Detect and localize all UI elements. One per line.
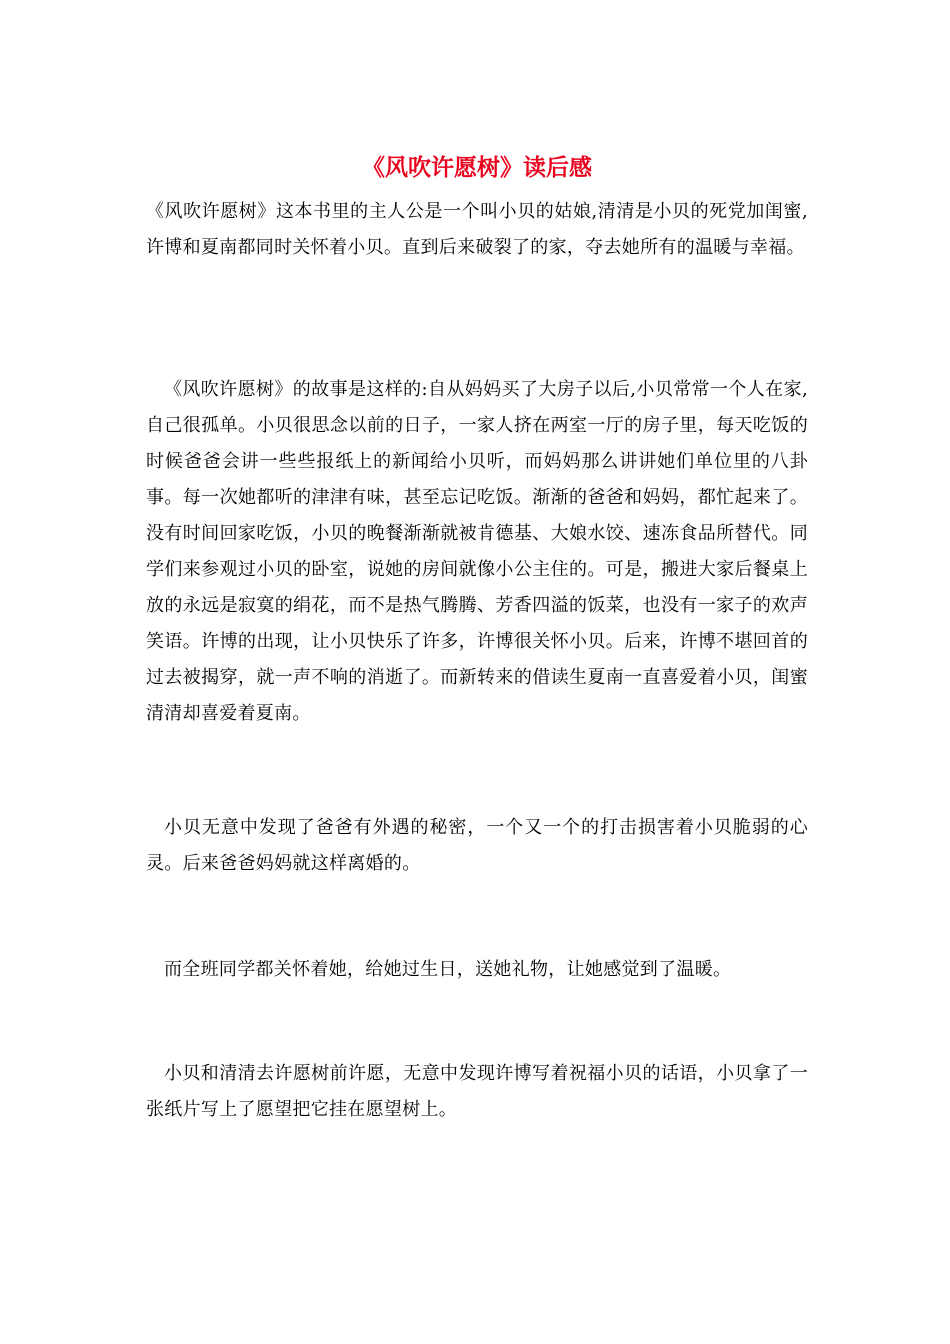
paragraph-wish-tree: 小贝和清清去许愿树前许愿，无意中发现许博写着祝福小贝的话语，小贝拿了一张纸片写上了愿望把它挂在愿望树上。 <box>146 1063 808 1120</box>
paragraph-secret: 小贝无意中发现了爸爸有外遇的秘密，一个又一个的打击损害着小贝脆弱的心灵。后来爸爸妈妈就这样离婚的。 <box>146 817 808 874</box>
paragraph-story: 《风吹许愿树》的故事是这样的:自从妈妈买了大房子以后,小贝常常一个人在家,自己很孤单。小贝很思念以前的日子，一家人挤在两室一厅的房子里，每天吃饭的时候爸爸会讲一些些报纸上的新闻给小贝听，而妈妈那么讲讲她们单位里的八卦事。每一次她都听的津津有味，甚至忘记吃饭。渐渐的爸爸和妈妈，都忙起来了。没有时间回家吃饭，小贝的晚餐渐渐就被肯德基、大娘水饺、速冻食品所替代。同学们来参观过小贝的卧室，说她的房间就像小公主住的。可是，搬进大家后餐桌上放的永远是寂寞的绢花，而不是热气腾腾、芳香四溢的饭菜，也没有一家子的欢声笑语。许博的出现，让小贝快乐了许多，许博很关怀小贝。后来，许博不堪回首的过去被揭穿，就一声不响的消逝了。而新转来的借读生夏南一直喜爱着小贝，闺蜜清清却喜爱着夏南。 <box>146 379 808 724</box>
paragraph-intro: 《风吹许愿树》这本书里的主人公是一个叫小贝的姑娘,清清是小贝的死党加闺蜜,许博和夏南都同时关怀着小贝。直到后来破裂了的家，夺去她所有的温暖与幸福。 <box>146 201 808 258</box>
document-title: 《风吹许愿树》读后感 <box>362 154 592 181</box>
paragraph-classmates: 而全班同学都关怀着她，给她过生日，送她礼物，让她感觉到了温暖。 <box>164 959 732 980</box>
